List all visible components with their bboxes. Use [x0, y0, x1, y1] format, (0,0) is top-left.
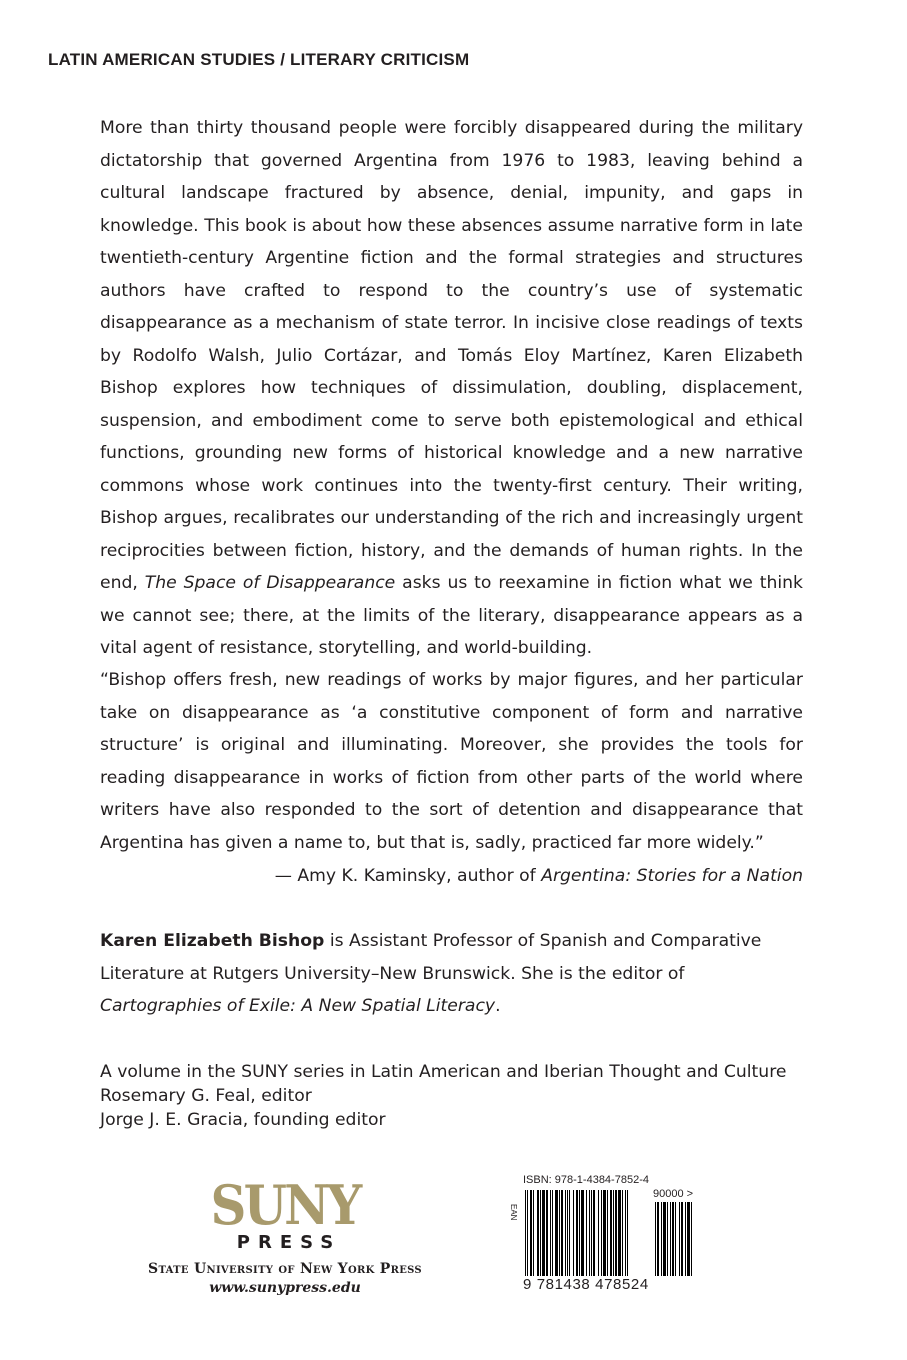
barcode-bar: [685, 1202, 686, 1276]
series-info: [100, 1060, 786, 1132]
series-founding-editor: Jorge J. E. Gracia, founding editor: [100, 1110, 386, 1130]
barcode-bar: [550, 1190, 551, 1276]
ean-label: EAN: [509, 1204, 518, 1221]
author-bio-end: .: [495, 996, 501, 1016]
barcode-bar: [581, 1190, 584, 1276]
author-name: Karen Elizabeth Bishop: [100, 931, 325, 951]
barcode-bar: [663, 1202, 666, 1276]
barcode-bar: [661, 1202, 662, 1276]
barcode-bar: [527, 1190, 528, 1276]
ean-digits: 9 781438 478524: [523, 1276, 649, 1293]
description-text-end: asks us to reexamine in fiction what we think we cannot see; there, at the limits of the literary, disappearance appears as a vital agent of resistance, storytelling, and world-building.: [100, 573, 803, 658]
barcode-bar: [672, 1202, 674, 1276]
attribution-prefix: — Amy K. Kaminsky, author of: [274, 866, 542, 886]
barcode-bar: [655, 1202, 656, 1276]
barcode-bar: [586, 1190, 587, 1276]
barcode-bar: [610, 1190, 612, 1276]
publisher-name: State University of New York Press: [148, 1261, 422, 1277]
suny-wordmark: SUNY: [210, 1173, 360, 1237]
book-title: The Space of Disappearance: [144, 573, 396, 593]
publisher-logo: [140, 1173, 430, 1296]
barcode-bar: [589, 1190, 590, 1276]
barcode-bar: [591, 1190, 592, 1276]
barcode-bar: [687, 1202, 690, 1276]
barcode-bar: [601, 1190, 602, 1276]
barcode-bar: [670, 1202, 671, 1276]
barcode-bar: [607, 1190, 608, 1276]
author-bio: [100, 925, 803, 1023]
barcode-bar: [675, 1202, 676, 1276]
blurb-quote: “Bishop offers fresh, new readings of works by major figures, and her particular take on disappearance as ‘a constitutive component of form and narrative structure’ is original and illuminating. Moreover, she provides the tools for reading disappearance in works of fiction from other parts of the world where writers have also responded to the sort of detention and disappearance that Argentina has given a name to, but that is, sadly, practiced far more widely.”: [100, 670, 803, 853]
barcode-bar: [579, 1190, 580, 1276]
author-bio-text: is Assistant Professor of Spanish and Comparative Literature at Rutgers University–New Brunswick. She is the editor of: [100, 931, 762, 984]
barcode-bar: [667, 1202, 668, 1276]
barcode-bar: [691, 1202, 692, 1276]
price-addon-bars: [655, 1202, 715, 1276]
barcode-bar: [559, 1190, 560, 1276]
barcode-bar: [613, 1190, 614, 1276]
category-heading: LATIN AMERICAN STUDIES / LITERARY CRITICISM: [48, 50, 470, 69]
barcode-bar: [573, 1190, 574, 1276]
barcode-bar: [540, 1190, 541, 1276]
blurb-attribution: [100, 860, 803, 892]
price-code: 90000 >: [653, 1188, 694, 1200]
barcode-bar: [525, 1190, 526, 1276]
series-line: A volume in the SUNY series in Latin American and Iberian Thought and Culture: [100, 1062, 787, 1082]
barcode-bar: [681, 1202, 683, 1276]
barcode-bar: [598, 1190, 599, 1276]
barcode-bar: [625, 1190, 626, 1276]
edited-work-title: Cartographies of Exile: A New Spatial Literacy: [100, 996, 496, 1016]
barcode-bar: [561, 1190, 563, 1276]
barcode-bar: [537, 1190, 539, 1276]
barcode-bar: [618, 1190, 621, 1276]
barcode-bar: [593, 1190, 595, 1276]
barcode-bar: [530, 1190, 532, 1276]
barcode-bar: [576, 1190, 578, 1276]
description-paragraph: [100, 112, 803, 665]
barcode-bar: [679, 1202, 680, 1276]
barcode-bar: [542, 1190, 545, 1276]
barcode-bar: [627, 1190, 628, 1276]
barcode-bar: [533, 1190, 534, 1276]
barcode-bar: [552, 1190, 553, 1276]
barcode-bar: [615, 1190, 617, 1276]
barcode: [509, 1172, 725, 1300]
barcode-bar: [567, 1190, 568, 1276]
publisher-url: www.sunypress.edu: [209, 1280, 361, 1296]
barcode-bar: [546, 1190, 548, 1276]
isbn-label: ISBN: 978-1-4384-7852-4: [523, 1174, 649, 1186]
barcode-bar: [555, 1190, 558, 1276]
barcode-bar: [565, 1190, 566, 1276]
barcode-bar: [622, 1190, 623, 1276]
barcode-bar: [657, 1202, 659, 1276]
description-text: More than thirty thousand people were forcibly disappeared during the military dictatorship that governed Argentina from 1976 to 1983, leaving behind a cultural landscape fractured by absence, denial, impunity, and gaps in knowledge. This book is about how these absences assume narrative form in late twentieth-century Argentine fiction and the formal strategies and structures authors have crafted to respond to the country’s use of systematic disappearance as a mechanism of state terror. In incisive close readings of texts by Rodolfo Walsh, Julio Cortázar, and Tomás Eloy Martínez, Karen Elizabeth Bishop explores how techniques of dissimulation, doubling, displacement, suspension, and embodiment come to serve both epistemological and ethical functions, grounding new forms of historical knowledge and a new narrative commons whose work continues into the twenty-first century. Their writing, Bishop argues, recalibrates our understanding of the rich and increasingly urgent reciprocities between fiction, history, and the demands of human rights. In the end,: [100, 118, 803, 593]
ean-barcode-bars: [525, 1190, 645, 1276]
barcode-bar: [569, 1190, 570, 1276]
attribution-work: Argentina: Stories for a Nation: [541, 866, 803, 886]
barcode-bar: [603, 1190, 606, 1276]
series-editor: Rosemary G. Feal, editor: [100, 1086, 312, 1106]
press-wordmark: PRESS: [236, 1232, 342, 1253]
